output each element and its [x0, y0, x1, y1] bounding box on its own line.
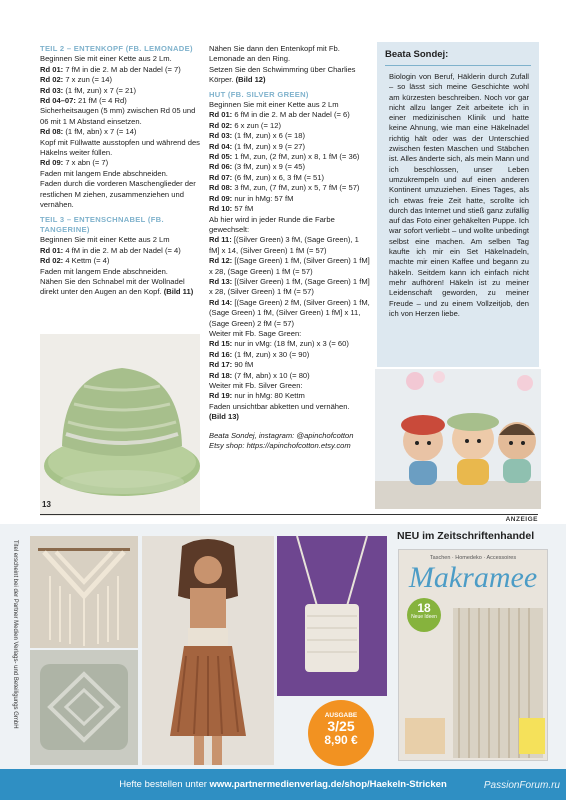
photo-number: 13: [42, 500, 51, 509]
order-footer: Hefte bestellen unter www.partnermedienverlag.de/shop/Haekeln-Stricken: [0, 769, 566, 800]
round-line: Rd 10: 57 fM: [209, 204, 254, 214]
magazine-tagline: Taschen · Homedeko · Accessoires: [429, 555, 517, 561]
round-text: 7 fM in die 2. M ab der Nadel (= 7): [63, 64, 181, 74]
round-line: Rd 15: nur in vMg: (18 fM, zun) x 3 (= 60): [209, 339, 349, 349]
sidebar-body: Biologin von Beruf, Häklerin durch Zufall – so lässt sich meine Geschichte wohl am kürzesten beschreiben. Noch vor gar nicht allzu langer Zeit arbeitete ich in einer medizinischen Klinik und hatte keine Ahnung, wie man eine Häkelnadel richtig hält oder was der Unterschied zwischen festen Maschen und Stäbchen ist. Alles änderte sich, als mein Mann und ich beschlossen, unser Leben umzukrempeln und auf einen anderen Kontinent umzuziehen. Eines Tages, als ich etwas freie Zeit hatte, scrollte ich durch das Internet und stieß ganz zufällig auf das Foto einer gehäkelten Puppe. Ich war sofort verliebt – und wollte unbedingt selbst eine machen. Am selben Tag kaufte ich mir ein Set Häkelnadeln, machte mir einen Kaffee und begann zu häkeln. Seitdem kann ich einfach nicht mehr aufhören! Häkeln ist zu meiner Leidenschaft geworden, zu meiner Freude – und zu einem Vollzeitjob, den ich von Herzen liebe.: [389, 72, 529, 318]
round-line: Rd 06: (3 fM, zun) x 9 (= 45): [209, 162, 306, 172]
text-line: Ab hier wird in jeder Runde die Farbe gewechselt:: [209, 214, 335, 234]
round-line: Rd 01: 6 fM in die 2. M ab der Nadel (= 6): [209, 110, 350, 120]
credit-etsy: Etsy shop: https://apinchofcotton.etsy.com: [209, 441, 351, 451]
dolls-illustration: [375, 369, 541, 509]
round-line: Rd 08: 3 fM, zun, (7 fM, zun) x 5, 7 fM (= 57): [209, 183, 360, 193]
macrame-pillow-photo: [30, 650, 138, 765]
round-label: Rd 09:: [40, 158, 64, 168]
round-label: Rd 02:: [40, 256, 64, 266]
text-line: Sicherheitsaugen (5 mm) zwischen Rd 05 und 06 mit 1 M Abstand einsetzen.: [40, 106, 196, 126]
round-text: 7 x abn (= 7): [63, 158, 109, 168]
macrame-wallhanging-photo: [30, 536, 138, 648]
round-line: [40, 65, 200, 75]
round-label: Rd 01:: [40, 245, 64, 255]
magazine-cover: [398, 549, 548, 761]
round-line: Rd 04: (1 fM, zun) x 9 (= 27): [209, 141, 306, 151]
text-line: Kopf mit Füllwatte ausstopfen und während des Häkelns weiter füllen.: [40, 137, 200, 158]
macrame-skirt-photo: [142, 536, 274, 765]
round-label: Rd 08:: [40, 127, 64, 137]
text-line: Faden durch die vorderen Maschenglieder der restlichen M ziehen, zusammenziehen und vernähen.: [40, 179, 196, 210]
section-heading-entenkopf: TEIL 2 – ENTENKOPF (FB. LEMONADE): [40, 44, 193, 53]
sidebar-title: Beata Sondej:: [385, 49, 449, 60]
text-line: Faden mit langem Ende abschneiden.: [40, 168, 168, 178]
round-line: Rd 17: 90 fM: [209, 360, 254, 370]
ad-label: ANZEIGE: [505, 516, 538, 523]
round-line: [40, 127, 200, 137]
round-line: [40, 256, 200, 266]
text-line: Nähen Sie den Schnabel mit der Wollnadel direkt unter den Augen an den Kopf. (Bild 11): [40, 276, 194, 297]
round-line: Rd 07: (6 fM, zun) x 6, 3 fM (= 51): [209, 172, 325, 182]
round-text: 4 Kettm (= 4): [63, 256, 110, 266]
round-line: [40, 246, 200, 256]
text-line: Faden unsichtbar abketten und vernähen.: [209, 401, 350, 411]
round-line: Rd 03: (1 fM, zun) x 6 (= 18): [209, 131, 306, 141]
round-line: Rd 13: [(Silver Green) 1 fM, (Sage Green) 1 fM] x 28, (Silver Green) 1 fM (= 57): [209, 276, 370, 297]
text-line: Weiter mit Fb. Sage Green:: [209, 328, 302, 338]
round-text: 7 x zun (= 14): [63, 75, 112, 85]
round-text: (1 fM, abn) x 7 (= 14): [63, 127, 137, 137]
dolls-photo: [375, 369, 541, 509]
text-line: Nähen Sie dann den Entenkopf mit Fb. Lemonade an den Ring.: [209, 44, 340, 64]
hat-photo: [40, 334, 200, 516]
round-label: Rd 04–07:: [40, 96, 76, 106]
badge-issue: 3/25: [327, 718, 355, 734]
round-line: Rd 09: nur in hMg: 57 fM: [209, 193, 294, 203]
round-line: Rd 16: (1 fM, zun) x 30 (= 90): [209, 349, 310, 359]
round-line: [40, 75, 200, 85]
round-label: Rd 02:: [40, 75, 64, 85]
round-label: Rd 01:: [40, 64, 64, 74]
text-line: Faden mit langem Ende abschneiden.: [40, 266, 168, 276]
author-sidebar: [377, 42, 539, 367]
ad-rule: [40, 514, 538, 515]
round-line: Rd 12: [(Sage Green) 1 fM, (Silver Green) 1 fM] x 28, (Sage Green) 1 fM (= 57): [209, 256, 370, 276]
text-line: Beginnen Sie mit einer Kette aus 2 Lm: [40, 235, 170, 245]
round-text: (1 fM, zun) x 7 (= 21): [63, 85, 137, 95]
order-link[interactable]: www.partnermedienverlag.de/shop/Haekeln-Stricken: [209, 779, 447, 790]
round-line: Rd 19: nur in hMg: 80 Kettm: [209, 391, 305, 401]
magazine-title: Makramee: [408, 561, 538, 594]
left-column: [40, 44, 200, 298]
round-line: Rd 14: [(Sage Green) 2 fM, (Silver Green) 1 fM, (Sage Green) 1 fM, (Silver Green) 1 fM] x 11, (Sage Green) 2 fM (= 57): [209, 297, 370, 328]
text-line: Beginnen Sie mit einer Kette aus 2 Lm: [209, 100, 339, 110]
round-line: Rd 18: (7 fM, abn) x 10 (= 80): [209, 370, 310, 380]
round-line: Rd 05: 1 fM, zun, (2 fM, zun) x 8, 1 fM (= 36): [209, 152, 360, 162]
badge-label: AUSGABE: [324, 712, 358, 719]
round-line: [40, 158, 200, 168]
sidebar-divider: [385, 65, 531, 66]
round-text: 4 fM in die 2. M ab der Nadel (= 4): [63, 245, 181, 255]
round-line: Rd 02: 6 x zun (= 12): [209, 120, 281, 130]
round-text: 21 fM (= 4 Rd): [75, 96, 127, 106]
credit-instagram: Beata Sondej, instagram: @apinchofcotton: [209, 430, 354, 440]
new-in-stores-heading: NEU im Zeitschriftenhandel: [397, 530, 535, 542]
figure-ref: (Bild 13): [209, 412, 239, 422]
text-line: Weiter mit Fb. Silver Green:: [209, 381, 303, 390]
magazine-count-badge: 18 Neue Ideen: [407, 598, 441, 632]
hat-illustration: [40, 334, 200, 516]
figure-ref: (Bild 12): [233, 75, 266, 85]
round-line: Rd 11: [(Silver Green) 3 fM, (Sage Green), 1 fM] x 14, (Silver Green) 1 fM (= 57): [209, 235, 359, 255]
text-line: Setzen Sie den Schwimmring über Charlies Körper. (Bild 12): [209, 64, 356, 85]
round-label: Rd 03:: [40, 85, 64, 95]
publisher-note: Titel erscheint bei der Partner Medien Verlags- und Beteiligungs GmbH: [12, 540, 18, 729]
round-line: [40, 86, 200, 96]
price-badge: [308, 700, 374, 766]
magazine-cover-art: [399, 608, 547, 758]
watermark: PassionForum.ru: [483, 780, 560, 791]
section-heading-hut: HUT (FB. SILVER GREEN): [209, 89, 309, 99]
macrame-bag-photo: [277, 536, 387, 696]
section-heading-entenschnabel: TEIL 3 – ENTENSCHNABEL (FB. TANGERINE): [40, 214, 164, 234]
middle-column: [209, 44, 371, 451]
badge-price: 8,90 €: [324, 733, 358, 747]
text-line: Beginnen Sie mit einer Kette aus 2 Lm.: [40, 54, 172, 64]
round-line: [40, 96, 200, 106]
figure-ref: (Bild 11): [161, 287, 194, 297]
